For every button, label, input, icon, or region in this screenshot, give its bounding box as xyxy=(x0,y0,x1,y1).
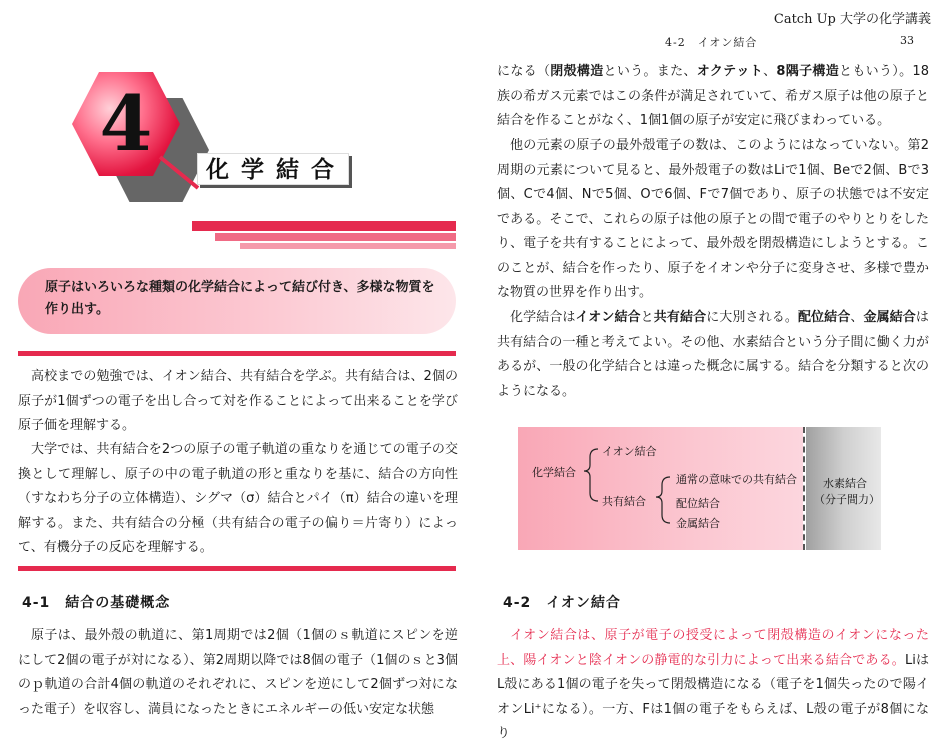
diagram-label-ordinary-covalent: 通常の意味での共有結合 xyxy=(676,473,797,486)
diagram-label-metallic-bond: 金属結合 xyxy=(676,517,720,530)
intro-paragraph: 高校までの勉強では、イオン結合、共有結合を学ぶ。共有結合は、2個の原子が1個ずつの電子を出し合って対を作ることによって出来ることを学び原子価を理解する。 xyxy=(18,369,458,433)
section-rule xyxy=(18,351,456,356)
intro-paragraph: 大学では、共有結合を2つの原子の電子軌道の重なりを通じての電子の交換として理解し、原子の中の電子軌道の形と重なりを基に、結合の方向性（すなわち分子の立体構造）、シグマ（σ）結合とパイ（π）結合の違いを理解する。また、共有結合の分極（共有結合の電子の偏り＝片寄り）によって、有機分子の反応を理解する。 xyxy=(18,442,458,555)
section-paragraph: イオン結合は、原子が電子の授受によって閉殻構造のイオンになった上、陽イオンと陰イオンの静電的な引力によって出来る結合である。LiはL殻にある1個の電子を失って閉殻構造になる（電子を1個失ったので陽イオンLi⁺になる）。一方、Fは1個の電子をもらえば、L殻の電子が8個になり xyxy=(497,628,929,741)
chapter-connector-line xyxy=(158,155,202,191)
bond-classification-diagram xyxy=(518,427,881,550)
decor-bar xyxy=(192,221,456,231)
chapter-title: 化学結合 xyxy=(197,153,349,185)
diagram-label-hydrogen-bond: 水素結合 xyxy=(823,477,867,490)
diagram-label-coordinate-bond: 配位結合 xyxy=(676,497,720,510)
body-paragraph: 他の元素の原子の最外殻電子の数は、このようにはなっていない。第2周期の元素について見ると、最外殻電子の数はLiで1個、Beで2個、Bで3個、Cで4個、Nで5個、Oで6個、Fで7個であり、原子の状態では不安定である。そこで、これらの原子は他の原子との間で電子のやりとりをしたり、電子を共有することによって、最外殻を閉殻構造にしようとする。このことが、結合を作ったり、原子をイオンや分子に変身させ、多様で豊かな物質の世界を作り出す。 xyxy=(497,138,929,300)
section-heading: 4-1 結合の基礎概念 xyxy=(22,595,171,611)
decor-bar xyxy=(215,233,456,241)
diagram-label-ionic-bond: イオン結合 xyxy=(602,445,657,458)
chapter-number: 4 xyxy=(99,79,153,168)
chapter-summary: 原子はいろいろな種類の化学結合によって結び付き、多様な物質を作り出す。 xyxy=(45,280,435,317)
decor-bar xyxy=(240,243,456,249)
running-head: 4-2 イオン結合 xyxy=(665,36,758,49)
body-paragraph: になる（閉殻構造という。また、オクテット、8隅子構造ともいう）。18族の希ガス元素ではこの条件が満足されていて、希ガス原子は他の原子と結合を作ることがなく、1個1個の原子が安定に飛びまわっている。 xyxy=(497,64,929,128)
section-heading: 4-2 イオン結合 xyxy=(503,595,621,611)
diagram-label-covalent-bond: 共有結合 xyxy=(602,495,646,508)
page-number: 33 xyxy=(900,34,914,47)
diagram-label-intermolecular-force: （分子間力） xyxy=(814,493,880,506)
diagram-label-chemical-bond: 化学結合 xyxy=(532,466,576,479)
book-title: Catch Up 大学の化学講義 xyxy=(773,12,931,27)
section-rule xyxy=(18,566,456,571)
section-paragraph: 原子は、最外殻の軌道に、第1周期では2個（1個のｓ軌道にスピンを逆にして2個の電子が対になる）、第2周期以降では8個の電子（1個のｓと3個のｐ軌道の合計4個の軌道のそれぞれに、スピンを逆にして2個ずつ対になった電子）を収容し、満員になったときにエネルギーの低い安定な状態 xyxy=(18,628,458,717)
body-paragraph: 化学結合はイオン結合と共有結合に大別される。配位結合、金属結合は共有結合の一種と考えてよい。その他、水素結合という分子間に働く力があるが、一般の化学結合とは違った概念に属する。結合を分類すると次のようになる。 xyxy=(497,310,929,399)
